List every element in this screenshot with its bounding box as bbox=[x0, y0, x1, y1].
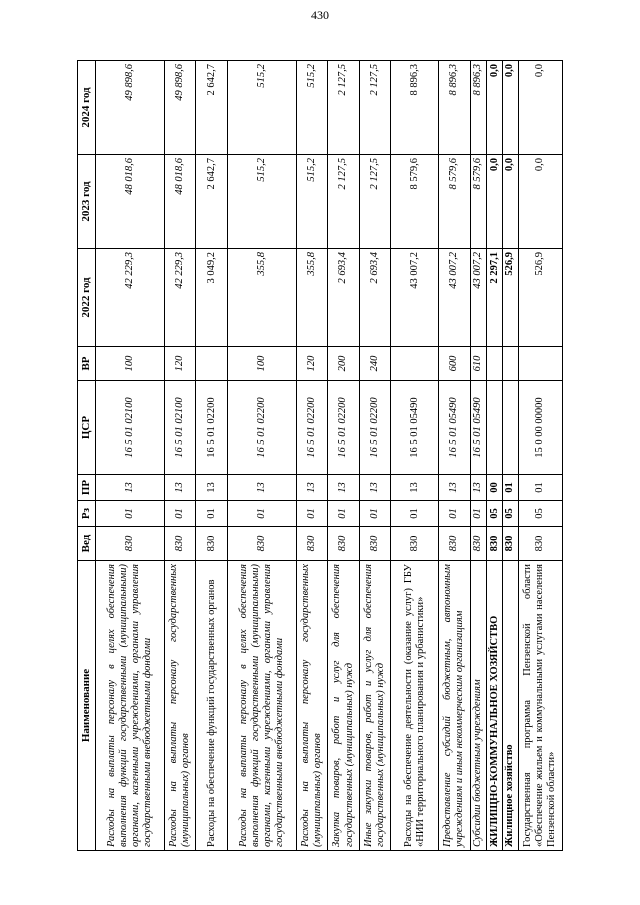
cell-2022: 42 229,3 bbox=[165, 249, 196, 347]
cell-ved: 830 bbox=[439, 527, 470, 561]
cell-rz: 01 bbox=[328, 501, 359, 527]
cell-csr: 16 5 01 02200 bbox=[296, 381, 327, 475]
cell-pr: 01 bbox=[503, 475, 519, 501]
cell-csr: 16 5 01 02200 bbox=[227, 381, 296, 475]
cell-pr: 13 bbox=[96, 475, 165, 501]
cell-vr: 240 bbox=[359, 347, 390, 381]
cell-2022: 42 229,3 bbox=[96, 249, 165, 347]
cell-name: Иные закупки товаров, работ и услуг для обеспечения государственных (муниципальных) нужд bbox=[359, 561, 390, 851]
cell-2022: 2 693,4 bbox=[359, 249, 390, 347]
cell-ved: 830 bbox=[196, 527, 227, 561]
cell-rz: 01 bbox=[96, 501, 165, 527]
cell-2024: 8 896,3 bbox=[439, 61, 470, 155]
cell-rz: 01 bbox=[391, 501, 439, 527]
cell-2023: 0,0 bbox=[503, 155, 519, 249]
header-pr: ПР bbox=[78, 475, 96, 501]
cell-ved: 830 bbox=[487, 527, 503, 561]
cell-2022: 355,8 bbox=[296, 249, 327, 347]
cell-ved: 830 bbox=[96, 527, 165, 561]
cell-2023: 515,2 bbox=[227, 155, 296, 249]
cell-pr: 13 bbox=[296, 475, 327, 501]
cell-2023: 8 579,6 bbox=[391, 155, 439, 249]
cell-csr: 16 5 01 02100 bbox=[96, 381, 165, 475]
table-row bbox=[359, 61, 390, 851]
cell-2024: 2 127,5 bbox=[359, 61, 390, 155]
cell-2024: 49 898,6 bbox=[96, 61, 165, 155]
cell-pr: 13 bbox=[328, 475, 359, 501]
cell-2023: 8 579,6 bbox=[439, 155, 470, 249]
cell-rz: 01 bbox=[165, 501, 196, 527]
cell-rz: 01 bbox=[296, 501, 327, 527]
table-row bbox=[487, 61, 503, 851]
cell-2023: 8 579,6 bbox=[470, 155, 487, 249]
cell-2024: 8 896,3 bbox=[391, 61, 439, 155]
cell-2023: 0,0 bbox=[518, 155, 562, 249]
cell-name: Расходы на обеспечение функций государственных органов bbox=[196, 561, 227, 851]
budget-table bbox=[77, 60, 563, 851]
cell-name: Закупка товаров, работ и услуг для обеспечения государственных (муниципальных) нужд bbox=[328, 561, 359, 851]
cell-csr: 16 5 01 02200 bbox=[359, 381, 390, 475]
cell-vr: 200 bbox=[328, 347, 359, 381]
cell-csr bbox=[487, 381, 503, 475]
cell-name: Субсидии бюджетным учреждениям bbox=[470, 561, 487, 851]
cell-csr: 16 5 01 02100 bbox=[165, 381, 196, 475]
cell-csr: 16 5 01 05490 bbox=[391, 381, 439, 475]
cell-2024: 8 896,3 bbox=[470, 61, 487, 155]
header-ved: Вед bbox=[78, 527, 96, 561]
cell-2022: 43 007,2 bbox=[470, 249, 487, 347]
cell-csr: 16 5 01 02200 bbox=[328, 381, 359, 475]
header-2023: 2023 год bbox=[78, 155, 96, 249]
cell-vr bbox=[518, 347, 562, 381]
cell-2024: 2 127,5 bbox=[328, 61, 359, 155]
header-csr: ЦСР bbox=[78, 381, 96, 475]
cell-vr bbox=[391, 347, 439, 381]
table-row bbox=[439, 61, 470, 851]
table-header-row bbox=[78, 61, 96, 851]
table-row bbox=[165, 61, 196, 851]
cell-2024: 2 642,7 bbox=[196, 61, 227, 155]
cell-2022: 355,8 bbox=[227, 249, 296, 347]
cell-name: Расходы на выплаты персоналу государственных (муниципальных) органов bbox=[296, 561, 327, 851]
header-rz: Рз bbox=[78, 501, 96, 527]
cell-rz: 01 bbox=[470, 501, 487, 527]
cell-ved: 830 bbox=[296, 527, 327, 561]
cell-name: Жилищное хозяйство bbox=[503, 561, 519, 851]
cell-vr: 100 bbox=[227, 347, 296, 381]
cell-2023: 2 127,5 bbox=[328, 155, 359, 249]
cell-csr: 16 5 01 05490 bbox=[439, 381, 470, 475]
cell-vr: 600 bbox=[439, 347, 470, 381]
cell-vr: 610 bbox=[470, 347, 487, 381]
page-number: 430 bbox=[311, 8, 329, 22]
cell-ved: 830 bbox=[165, 527, 196, 561]
cell-pr: 01 bbox=[518, 475, 562, 501]
cell-ved: 830 bbox=[503, 527, 519, 561]
cell-name: Расходы на выплаты персоналу государственных (муниципальных) органов bbox=[165, 561, 196, 851]
cell-2023: 48 018,6 bbox=[165, 155, 196, 249]
cell-2024: 0,0 bbox=[503, 61, 519, 155]
cell-rz: 05 bbox=[487, 501, 503, 527]
cell-name: Предоставление субсидий бюджетным, автономным учреждениям и иным некоммерческим организациям bbox=[439, 561, 470, 851]
cell-pr: 13 bbox=[439, 475, 470, 501]
cell-pr: 13 bbox=[165, 475, 196, 501]
cell-ved: 830 bbox=[518, 527, 562, 561]
cell-ved: 830 bbox=[470, 527, 487, 561]
cell-csr: 16 5 01 05490 bbox=[470, 381, 487, 475]
cell-vr bbox=[487, 347, 503, 381]
table-body bbox=[96, 61, 563, 851]
cell-2024: 515,2 bbox=[227, 61, 296, 155]
cell-vr bbox=[503, 347, 519, 381]
cell-pr: 13 bbox=[359, 475, 390, 501]
table-row bbox=[328, 61, 359, 851]
cell-pr: 13 bbox=[391, 475, 439, 501]
cell-vr: 120 bbox=[165, 347, 196, 381]
cell-ved: 830 bbox=[359, 527, 390, 561]
cell-pr: 00 bbox=[487, 475, 503, 501]
table-row bbox=[296, 61, 327, 851]
header-vr: ВР bbox=[78, 347, 96, 381]
cell-2023: 2 642,7 bbox=[196, 155, 227, 249]
cell-2023: 515,2 bbox=[296, 155, 327, 249]
cell-ved: 830 bbox=[391, 527, 439, 561]
cell-name: Государственная программа Пензенской области «Обеспечение жильем и коммунальными услугами населения Пензенской области» bbox=[518, 561, 562, 851]
cell-2022: 2 297,1 bbox=[487, 249, 503, 347]
cell-2023: 48 018,6 bbox=[96, 155, 165, 249]
cell-name: ЖИЛИЩНО-КОММУНАЛЬНОЕ ХОЗЯЙСТВО bbox=[487, 561, 503, 851]
cell-rz: 01 bbox=[227, 501, 296, 527]
cell-vr bbox=[196, 347, 227, 381]
cell-2022: 3 049,2 bbox=[196, 249, 227, 347]
cell-name: Расходы на выплаты персоналу в целях обеспечения выполнения функций государственными (муниципальными) органами, казенными учреждениями, органами управления государственными внебюджетными фондами bbox=[96, 561, 165, 851]
cell-2024: 49 898,6 bbox=[165, 61, 196, 155]
table-row bbox=[470, 61, 487, 851]
cell-2022: 43 007,2 bbox=[439, 249, 470, 347]
cell-ved: 830 bbox=[328, 527, 359, 561]
cell-2022: 526,9 bbox=[503, 249, 519, 347]
cell-vr: 100 bbox=[96, 347, 165, 381]
cell-rz: 01 bbox=[359, 501, 390, 527]
cell-2022: 2 693,4 bbox=[328, 249, 359, 347]
budget-table-rotated bbox=[77, 61, 563, 851]
cell-pr: 13 bbox=[470, 475, 487, 501]
header-2024: 2024 год bbox=[78, 61, 96, 155]
cell-csr: 15 0 00 00000 bbox=[518, 381, 562, 475]
table-row bbox=[391, 61, 439, 851]
table-row bbox=[96, 61, 165, 851]
cell-name: Расходы на обеспечение деятельности (оказание услуг) ГБУ «НИИ территориального планирования и урбанистики» bbox=[391, 561, 439, 851]
cell-2022: 526,9 bbox=[518, 249, 562, 347]
table-row bbox=[227, 61, 296, 851]
cell-csr bbox=[503, 381, 519, 475]
cell-2024: 515,2 bbox=[296, 61, 327, 155]
cell-2024: 0,0 bbox=[487, 61, 503, 155]
header-name: Наименование bbox=[78, 561, 96, 851]
cell-rz: 05 bbox=[518, 501, 562, 527]
cell-rz: 05 bbox=[503, 501, 519, 527]
cell-2024: 0,0 bbox=[518, 61, 562, 155]
cell-2022: 43 007,2 bbox=[391, 249, 439, 347]
cell-2023: 2 127,5 bbox=[359, 155, 390, 249]
cell-ved: 830 bbox=[227, 527, 296, 561]
cell-pr: 13 bbox=[227, 475, 296, 501]
cell-name: Расходы на выплаты персоналу в целях обеспечения выполнения функций государственными (муниципальными) органами, казенными учреждениями, органами управления государственными внебюджетными фондами bbox=[227, 561, 296, 851]
cell-rz: 01 bbox=[196, 501, 227, 527]
cell-vr: 120 bbox=[296, 347, 327, 381]
cell-rz: 01 bbox=[439, 501, 470, 527]
table-row bbox=[196, 61, 227, 851]
cell-pr: 13 bbox=[196, 475, 227, 501]
cell-2023: 0,0 bbox=[487, 155, 503, 249]
cell-csr: 16 5 01 02200 bbox=[196, 381, 227, 475]
table-row bbox=[518, 61, 562, 851]
header-2022: 2022 год bbox=[78, 249, 96, 347]
table-row bbox=[503, 61, 519, 851]
